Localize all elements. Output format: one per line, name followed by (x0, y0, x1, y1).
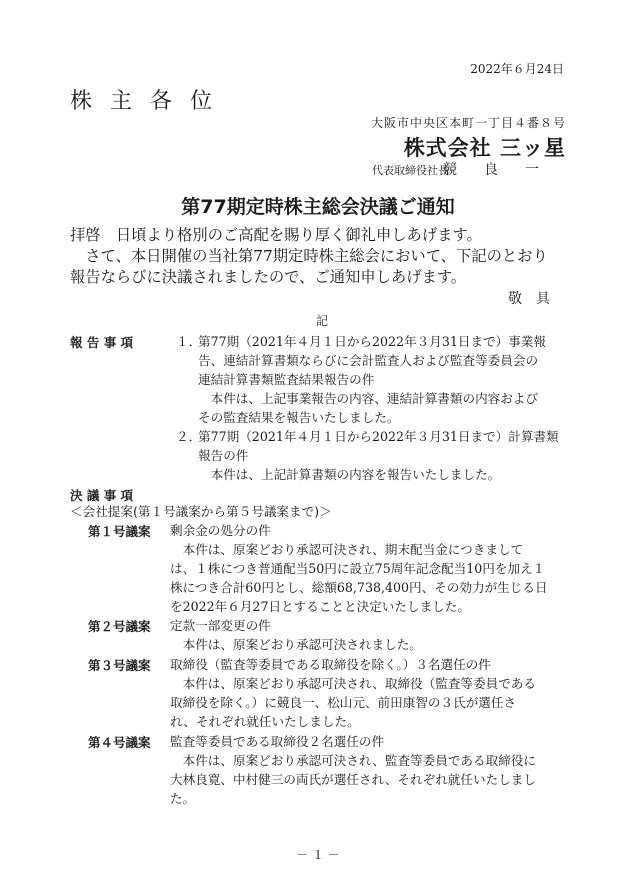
report-section-label: 報 告 事 項 (70, 335, 134, 350)
report-item-line: 告、連結計算書類ならびに会計監査人および監査等委員会の (198, 353, 539, 368)
resolution-item-label: 第１号議案 (88, 524, 151, 539)
closing-keigu: 敬具 (508, 291, 564, 307)
sender-address: 大阪市中央区本町一丁目４番８号 (370, 116, 566, 130)
resolution-item-title: 取締役（監査等委員である取締役を除く。）３名選任の件 (170, 657, 491, 672)
document-date: 2022年６月24日 (470, 62, 564, 76)
addressee: 株主各位 (70, 89, 231, 114)
resolution-item-line: 株につき合計60円とし、総額68,738,400円、その効力が生じる日 (170, 580, 548, 595)
resolution-item-title: 定款一部変更の件 (170, 618, 271, 633)
resolution-item-label: 第２号議案 (88, 619, 151, 634)
greeting-line: さて、本日開催の当社第77期定時株主総会において、下記のとおり (70, 247, 548, 265)
resolution-item-label: 第３号議案 (88, 658, 151, 673)
report-item-line: 第77期（2021年４月１日から2022年３月31日まで）計算書類 (198, 429, 559, 444)
report-item-number: ２． (176, 429, 202, 444)
report-item-line: 本件は、上記事業報告の内容、連結計算書類の内容および (198, 391, 539, 406)
resolution-item-line: 本件は、原案どおり承認可決され、取締役（監査等委員である (170, 676, 536, 691)
document-title: 第77期定時株主総会決議ご通知 (181, 196, 455, 218)
company-name: 株式会社 三ッ星 (403, 136, 566, 160)
resolution-item-line: 本件は、原案どおり承認可決され、監査等委員である取締役に (170, 753, 536, 768)
report-item-line: 第77期（2021年４月１日から2022年３月31日まで）事業報 (198, 334, 547, 349)
resolution-item-line: 取締役を除く。）に競良一、松山元、前田康智の３氏が選任さ (170, 695, 517, 710)
resolution-section-label: 決 議 事 項 (70, 488, 134, 503)
resolution-item-line: れ、それぞれ就任いたしました。 (170, 714, 360, 729)
report-item-line: 連結計算書類監査結果報告の件 (198, 372, 375, 387)
resolution-item-line: は、１株につき普通配当50円に設立75周年記念配当10円を加え１ (170, 561, 546, 576)
representative-title: 代表取締役社長 (372, 164, 449, 177)
ki-marker: 記 (316, 314, 329, 328)
resolution-item-line: 大林良寛、中村健三の両氏が選任され、それぞれ就任いたしまし (170, 772, 536, 787)
resolution-item-line: た。 (170, 791, 196, 806)
report-item-line: その監査結果を報告いたしました。 (198, 410, 400, 425)
resolution-subheading: ＜会社提案(第１号議案から第５号議案まで)＞ (70, 504, 332, 519)
report-item-line: 本件は、上記計算書類の内容を報告いたしました。 (198, 467, 501, 482)
report-item-number: １． (176, 334, 202, 349)
resolution-item-label: 第４号議案 (88, 735, 151, 750)
resolution-item-line: 本件は、原案どおり承認可決され、期末配当金につきまして (170, 542, 524, 557)
greeting-line: 報告ならびに決議されましたので、ご通知申しあげます。 (70, 268, 467, 286)
report-item-line: 報告の件 (198, 448, 249, 463)
resolution-item-title: 監査等委員である取締役２名選任の件 (170, 734, 385, 749)
resolution-item-line: 本件は、原案どおり承認可決されました。 (170, 637, 422, 652)
resolution-item-title: 剰余金の処分の件 (170, 523, 271, 538)
resolution-item-line: を2022年６月27日とすることと決定いたしました。 (170, 599, 470, 614)
representative-name: 競良一 (443, 162, 566, 178)
page-number: － １ － (296, 848, 340, 862)
greeting-line: 拝啓 日頃より格別のご高配を賜り厚く御礼申しあげます。 (70, 226, 482, 244)
